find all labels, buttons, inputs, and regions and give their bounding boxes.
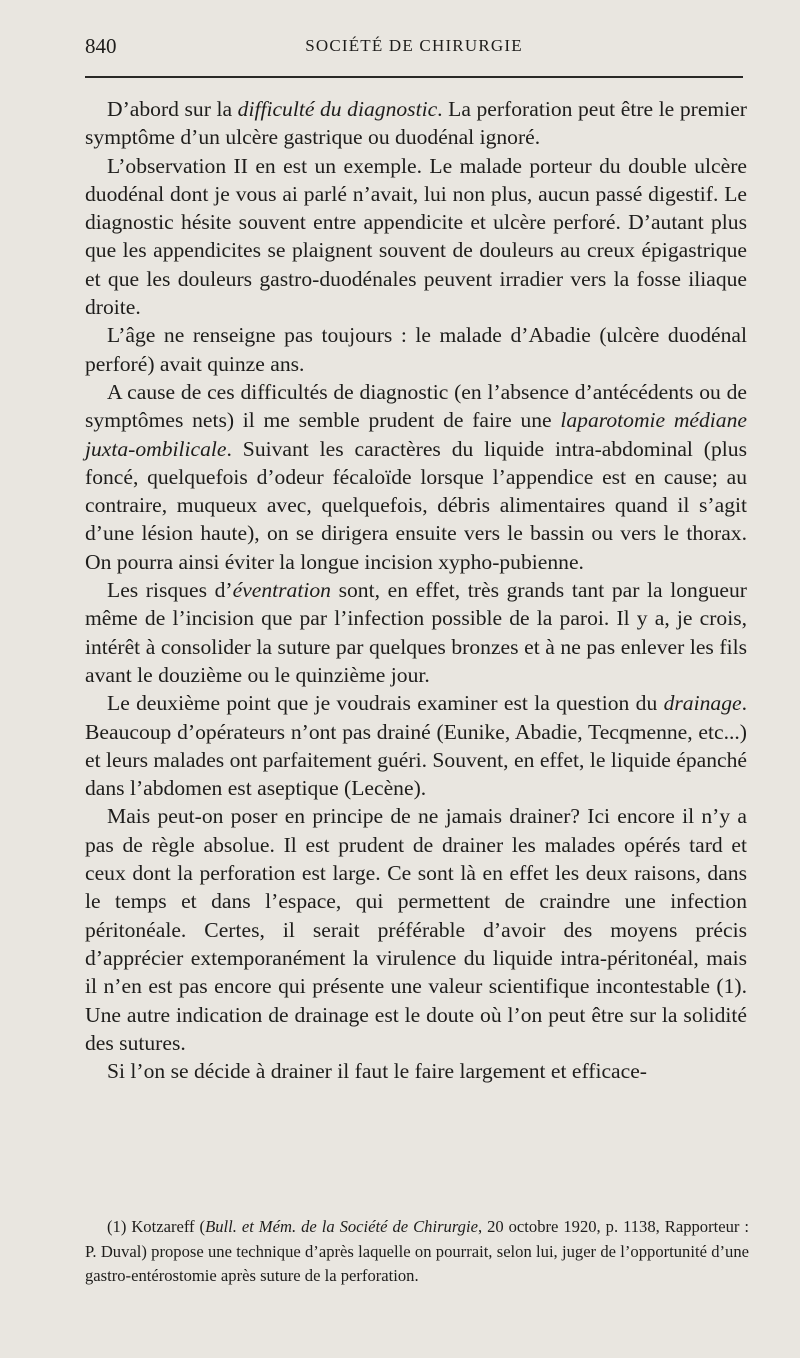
- paragraph: [85, 689, 747, 802]
- text-run: . Suivant les caractères du liquide intra-abdominal (plus foncé, quelquefois d’odeur fécaloïde lorsque l’appendice est en cause; au contraire, muqueux avec, quelquefois, débris alimentaires quand il s’agit d’une lésion haute), on se dirigera ensuite vers le bassin ou vers le thorax. On pourra ainsi éviter la longue incision xypho-pubienne.: [85, 436, 747, 574]
- footnote: [85, 1215, 749, 1289]
- paragraph: [85, 576, 747, 689]
- paragraph: [85, 152, 747, 322]
- text-run: L’observation II en est un exemple. Le malade porteur du double ulcère duodénal dont je vous ai parlé n’avait, lui non plus, aucun passé digestif. Le diagnostic hésite souvent entre appendicite et ulcère perforé. D’autant plus que les appendicites se plaignent souvent de douleurs au creux épigastrique et que les douleurs gastro-duodénales peuvent irradier vers la fosse iliaque droite.: [85, 153, 747, 320]
- text-run: . La perforation peut être le premier symptôme d’un ulcère gastrique ou duodénal ignoré.: [85, 97, 747, 150]
- text-run: (1) Kotzareff (: [107, 1217, 206, 1236]
- body-text: [85, 95, 747, 1085]
- text-run: D’abord sur la: [107, 97, 238, 121]
- paragraph: [85, 95, 747, 152]
- paragraph: [85, 802, 747, 1057]
- italic-text: difficulté du diagnostic: [237, 97, 438, 121]
- paragraph: [85, 321, 747, 378]
- text-run: Les risques d’: [107, 578, 233, 603]
- italic-text: éventration: [232, 578, 331, 603]
- text-run: Le deuxième point que je voudrais examiner est la question du: [107, 691, 664, 716]
- page-number: 840: [85, 34, 117, 58]
- text-run: L’âge ne renseigne pas toujours : le malade d’Abadie (ulcère duodénal perforé) avait quinze ans.: [85, 323, 747, 376]
- page-header: [85, 34, 743, 62]
- text-run: A cause de ces difficultés de diagnostic (en l’absence d’antécédents ou de symptômes nets) il me semble prudent de faire une: [85, 379, 747, 433]
- text-run: sont, en effet, très grands tant par la longueur même de l’incision que par l’infection possible de la paroi. Il y a, je crois, intérêt à consolider la suture par quelques bronzes et à ne pas enlever les fils avant le douzième ou le quinzième jour.: [85, 578, 747, 687]
- text-run: Mais peut-on poser en principe de ne jamais drainer? Ici encore il n’y a pas de règle absolue. Il est prudent de drainer les malades opérés tard et ceux dont la perforation est large. Ce sont là en effet les deux raisons, dans le temps et dans l’espace, qui permettent de craindre une infection péritonéale. Certes, il serait préférable d’avoir des moyens précis d’apprécier extemporanément la virulence du liquide intra-péritonéal, mais il n’en est pas encore qui présente une valeur scientifique incontestable (1). Une autre indication de drainage est le doute où l’on peut être sur la solidité des sutures.: [85, 804, 747, 1055]
- text-run: , 20 octobre 1920, p. 1138, Rapporteur : P. Duval) propose une technique d’après laquelle on pourrait, selon lui, juger de l’opportunité d’une gastro-entérostomie après suture de la perforation.: [85, 1217, 749, 1285]
- text-run: Si l’on se décide à drainer il faut le faire largement et efficace-: [107, 1059, 647, 1084]
- header-rule: [85, 76, 743, 78]
- italic-text: Bull. et Mém. de la Société de Chirurgie: [205, 1217, 478, 1236]
- footnotes: [85, 1215, 749, 1289]
- text-run: . Beaucoup d’opérateurs n’ont pas drainé (Eunike, Abadie, Tecqmenne, etc...) et leurs malades ont parfaitement guéri. Souvent, en effet, le liquide épanché dans l’abdomen est aseptique (Lecène).: [85, 691, 747, 801]
- paragraph: [85, 1057, 747, 1085]
- italic-text: laparotomie médiane juxta-ombilicale: [85, 408, 747, 461]
- paragraph: [85, 378, 747, 576]
- italic-text: drainage: [663, 691, 742, 716]
- running-head: SOCIÉTÉ DE CHIRURGIE: [305, 36, 523, 55]
